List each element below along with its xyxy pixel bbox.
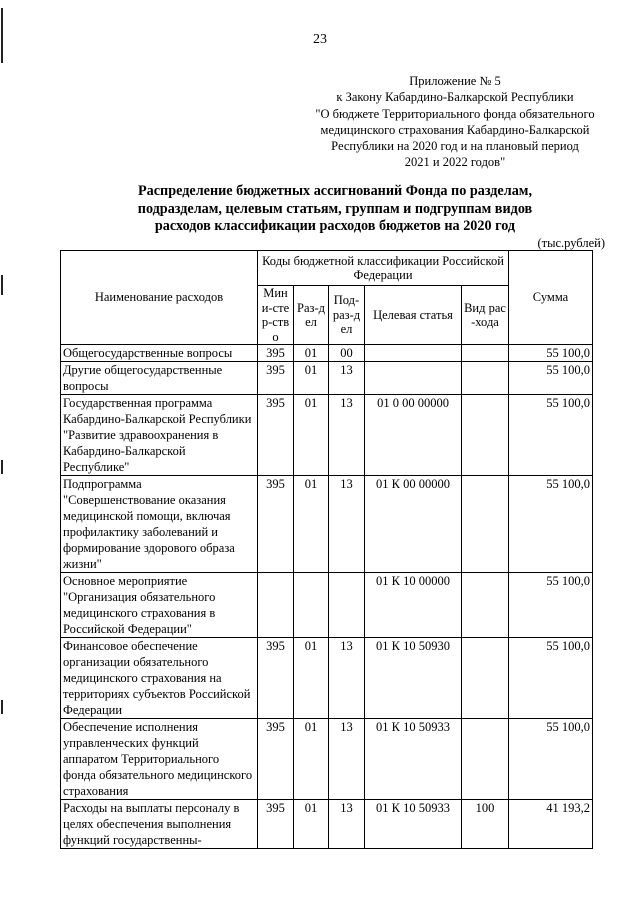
- row-target: 01 К 10 50930: [365, 638, 462, 719]
- page-edge-mark: [1, 275, 3, 295]
- row-ministry: 395: [258, 345, 294, 362]
- header-expense-type: Вид рас-хода: [462, 286, 509, 345]
- header-target: Целевая статья: [365, 286, 462, 345]
- units-label: (тыс.рублей): [537, 236, 605, 250]
- row-ministry: 395: [258, 638, 294, 719]
- page-number: 23: [313, 32, 327, 47]
- row-section: 01: [294, 638, 329, 719]
- row-amount: 55 100,0: [509, 573, 593, 638]
- row-subsection: 00: [329, 345, 365, 362]
- row-name: Подпрограмма "Совершенствование оказания медицинской помощи, включая профилактику заболеваний и формирование здорового образа жизни": [61, 476, 258, 573]
- row-expense-type: [462, 573, 509, 638]
- row-ministry: 395: [258, 476, 294, 573]
- table-row: [61, 345, 593, 362]
- table-row: [61, 800, 593, 849]
- table-row: [61, 395, 593, 476]
- appendix-line: к Закону Кабардино-Балкарской Республики: [336, 90, 574, 105]
- header-ministry: Мини-стер-ство: [258, 286, 294, 345]
- row-ministry: 395: [258, 362, 294, 395]
- appendix-line: Приложение № 5: [409, 74, 501, 88]
- row-name: Расходы на выплаты персоналу в целях обеспечения выполнения функций государственны-: [61, 800, 258, 849]
- row-ministry: 395: [258, 395, 294, 476]
- appendix-block: [290, 73, 620, 171]
- header-codes-group: Коды бюджетной классификации Российской Федерации: [258, 251, 509, 286]
- row-target: 01 К 10 50933: [365, 800, 462, 849]
- row-target: [365, 362, 462, 395]
- row-subsection: 13: [329, 719, 365, 800]
- document-title: [70, 183, 600, 236]
- header-amount: Сумма: [509, 251, 593, 345]
- row-amount: 55 100,0: [509, 395, 593, 476]
- header-section: Раз-дел: [294, 286, 329, 345]
- title-line: расходов классификации расходов бюджетов на 2020 год: [154, 218, 516, 234]
- row-amount: 55 100,0: [509, 362, 593, 395]
- row-target: [365, 345, 462, 362]
- row-amount: 55 100,0: [509, 345, 593, 362]
- row-expense-type: 100: [462, 800, 509, 849]
- table-row: [61, 573, 593, 638]
- row-section: 01: [294, 395, 329, 476]
- row-section: 01: [294, 345, 329, 362]
- row-amount: 55 100,0: [509, 476, 593, 573]
- row-expense-type: [462, 395, 509, 476]
- row-subsection: 13: [329, 395, 365, 476]
- appendix-line: медицинского страхования Кабардино-Балкарской: [320, 122, 590, 137]
- row-name: Другие общегосударственные вопросы: [61, 362, 258, 395]
- row-expense-type: [462, 476, 509, 573]
- row-subsection: 13: [329, 476, 365, 573]
- row-subsection: 13: [329, 800, 365, 849]
- title-line: подразделам, целевым статьям, группам и подгруппам видов: [137, 200, 533, 217]
- row-name: Государственная программа Кабардино-Балкарской Республики "Развитие здравоохранения в Кабардино-Балкарской Республике": [61, 395, 258, 476]
- row-subsection: [329, 573, 365, 638]
- row-section: 01: [294, 800, 329, 849]
- row-amount: 55 100,0: [509, 719, 593, 800]
- row-subsection: 13: [329, 638, 365, 719]
- row-target: 01 К 10 00000: [365, 573, 462, 638]
- row-section: 01: [294, 476, 329, 573]
- row-section: [294, 573, 329, 638]
- appendix-line: "О бюджете Территориального фонда обязательного: [315, 106, 595, 121]
- row-subsection: 13: [329, 362, 365, 395]
- row-section: 01: [294, 719, 329, 800]
- table-row: [61, 638, 593, 719]
- table-row: [61, 476, 593, 573]
- table-row: [61, 719, 593, 800]
- row-target: 01 0 00 00000: [365, 395, 462, 476]
- row-name: Обеспечение исполнения управленческих функций аппаратом Территориального фонда обязательного медицинского страхования: [61, 719, 258, 800]
- page-edge-mark: [1, 460, 3, 474]
- row-expense-type: [462, 719, 509, 800]
- row-amount: 41 193,2: [509, 800, 593, 849]
- row-amount: 55 100,0: [509, 638, 593, 719]
- appendix-line: 2021 и 2022 годов": [404, 155, 506, 170]
- row-name: Финансовое обеспечение организации обязательного медицинского страхования на территориях субъектов Российской Федерации: [61, 638, 258, 719]
- row-expense-type: [462, 638, 509, 719]
- row-expense-type: [462, 362, 509, 395]
- budget-table: [60, 250, 593, 849]
- row-ministry: [258, 573, 294, 638]
- row-ministry: 395: [258, 800, 294, 849]
- header-subsection: Под-раз-дел: [329, 286, 365, 345]
- row-target: 01 К 10 50933: [365, 719, 462, 800]
- appendix-line: Республики на 2020 год и на плановый период: [331, 139, 579, 154]
- title-line: Распределение бюджетных ассигнований Фонда по разделам,: [137, 183, 532, 199]
- row-expense-type: [462, 345, 509, 362]
- row-section: 01: [294, 362, 329, 395]
- row-ministry: 395: [258, 719, 294, 800]
- header-name: Наименование расходов: [61, 251, 258, 345]
- row-target: 01 К 00 00000: [365, 476, 462, 573]
- row-name: Основное мероприятие "Организация обязательного медицинского страхования в Российской Федерации": [61, 573, 258, 638]
- row-name: Общегосударственные вопросы: [61, 345, 258, 362]
- table-row: [61, 362, 593, 395]
- page-edge-mark: [1, 700, 3, 714]
